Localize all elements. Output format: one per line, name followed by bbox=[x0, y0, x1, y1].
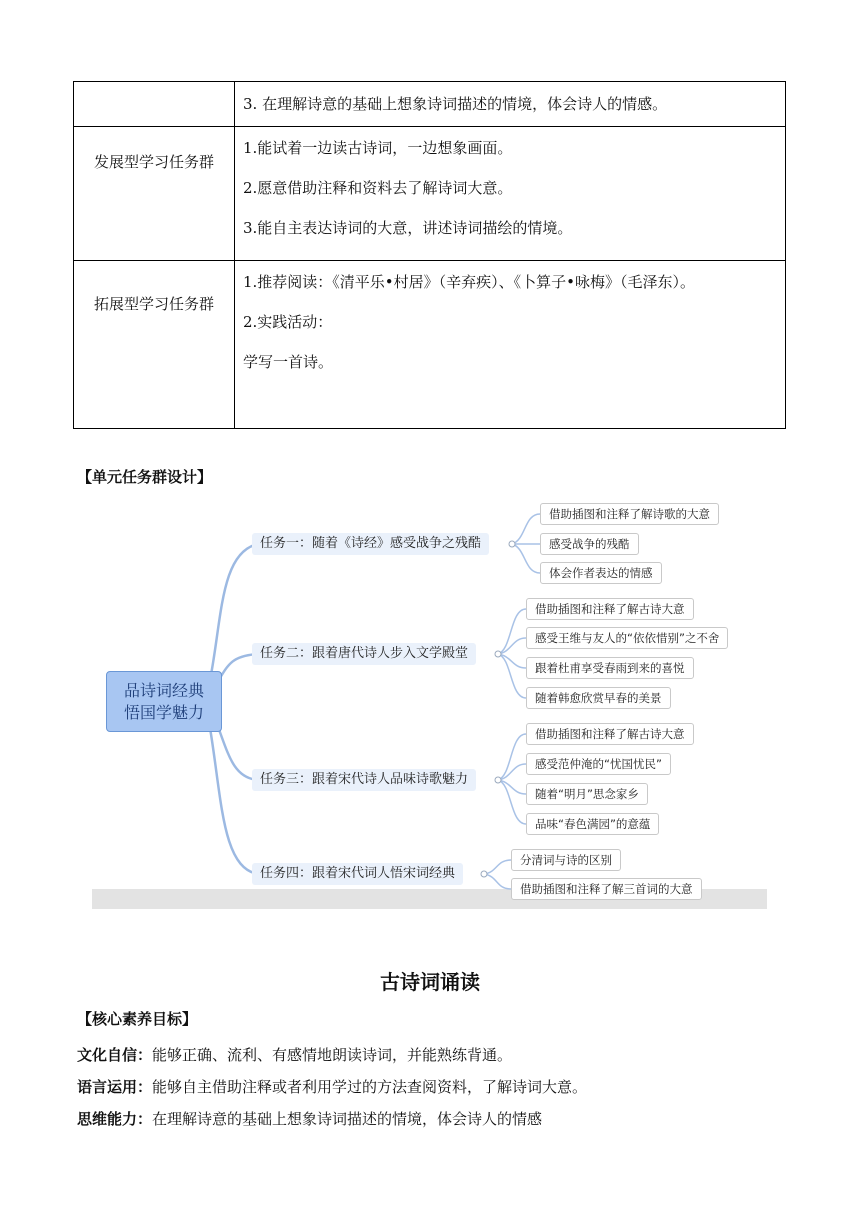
leaf-node[interactable]: 分清词与诗的区别 bbox=[511, 849, 621, 871]
leaf-connector bbox=[498, 654, 526, 698]
page-title: 古诗词诵读 bbox=[380, 970, 480, 994]
leaf-node[interactable]: 体会作者表达的情感 bbox=[540, 562, 662, 584]
leaf-connector bbox=[512, 514, 540, 544]
leaf-connector bbox=[512, 544, 540, 573]
list-item: 2.实践活动： bbox=[243, 313, 333, 331]
leaf-node[interactable]: 感受战争的残酷 bbox=[540, 533, 639, 555]
leaf-connector bbox=[498, 609, 526, 654]
list-item: 3. 在理解诗意的基础上想象诗词描述的情境，体会诗人的情感。 bbox=[243, 95, 668, 113]
collapse-dot bbox=[481, 871, 487, 877]
leaf-node[interactable]: 感受王维与友人的“依依惜别”之不舍 bbox=[526, 627, 728, 649]
category-label: 拓展型学习任务群 bbox=[93, 295, 214, 313]
goal-text: 能够正确、流利、有感情地朗读诗词，并能熟练背通。 bbox=[152, 1046, 513, 1064]
leaf-node[interactable]: 随着韩愈欣赏早春的美景 bbox=[526, 687, 671, 709]
category-label: 发展型学习任务群 bbox=[93, 153, 214, 171]
root-line: 悟国学魅力 bbox=[123, 702, 204, 722]
leaf-node[interactable]: 借助插图和注释了解诗歌的大意 bbox=[540, 503, 719, 525]
leaf-connector bbox=[484, 874, 511, 889]
leaf-node[interactable]: 跟着杜甫享受春雨到来的喜悦 bbox=[526, 657, 694, 679]
task-node[interactable]: 任务三：跟着宋代诗人品味诗歌魅力 bbox=[252, 769, 476, 791]
task-node[interactable]: 任务一：随着《诗经》感受战争之残酷 bbox=[252, 533, 489, 555]
leaf-node[interactable]: 感受范仲淹的“忧国忧民” bbox=[526, 753, 671, 775]
collapse-dot bbox=[495, 777, 501, 783]
task-node[interactable]: 任务二：跟着唐代诗人步入文学殿堂 bbox=[252, 643, 476, 665]
leaf-connector bbox=[498, 780, 526, 824]
leaf-node[interactable]: 随着“明月”思念家乡 bbox=[526, 783, 648, 805]
root-connector bbox=[210, 728, 258, 874]
goal-text: 在理解诗意的基础上想象诗词描述的情境，体会诗人的情感 bbox=[152, 1110, 543, 1128]
collapse-dot bbox=[509, 541, 515, 547]
leaf-connector bbox=[498, 734, 526, 780]
list-item: 1.推荐阅读：《清平乐•村居》（辛弃疾）、《卜算子•咏梅》（毛泽东）。 bbox=[243, 273, 696, 291]
task-node[interactable]: 任务四：跟着宋代词人悟宋词经典 bbox=[252, 863, 463, 885]
goal-key: 文化自信： bbox=[77, 1046, 153, 1064]
leaf-node[interactable]: 品味“春色满园”的意蕴 bbox=[526, 813, 659, 835]
core-goals-title: 【核心素养目标】 bbox=[77, 1010, 198, 1028]
root-line: 品诗词经典 bbox=[123, 680, 204, 700]
list-item: 学写一首诗。 bbox=[243, 353, 334, 371]
goal-line bbox=[77, 1076, 587, 1097]
collapse-dot bbox=[495, 651, 501, 657]
leaf-node[interactable]: 借助插图和注释了解三首词的大意 bbox=[511, 878, 702, 900]
goal-key: 语言运用： bbox=[77, 1078, 153, 1096]
list-item: 1.能试着一边读古诗词，一边想象画面。 bbox=[243, 139, 513, 157]
goal-text: 能够自主借助注释或者利用学过的方法查阅资料，了解诗词大意。 bbox=[152, 1078, 588, 1096]
list-item: 3.能自主表达诗词的大意，讲述诗词描绘的情境。 bbox=[243, 219, 573, 237]
section-title: 【单元任务群设计】 bbox=[77, 468, 213, 486]
leaf-connector bbox=[484, 860, 511, 874]
mind-map-root[interactable] bbox=[106, 671, 222, 732]
leaf-node[interactable]: 借助插图和注释了解古诗大意 bbox=[526, 598, 694, 620]
leaf-node[interactable]: 借助插图和注释了解古诗大意 bbox=[526, 723, 694, 745]
goal-key: 思维能力： bbox=[77, 1110, 153, 1128]
list-item: 2.愿意借助注释和资料去了解诗词大意。 bbox=[243, 179, 513, 197]
goal-line bbox=[77, 1108, 542, 1129]
goal-line bbox=[77, 1044, 512, 1065]
